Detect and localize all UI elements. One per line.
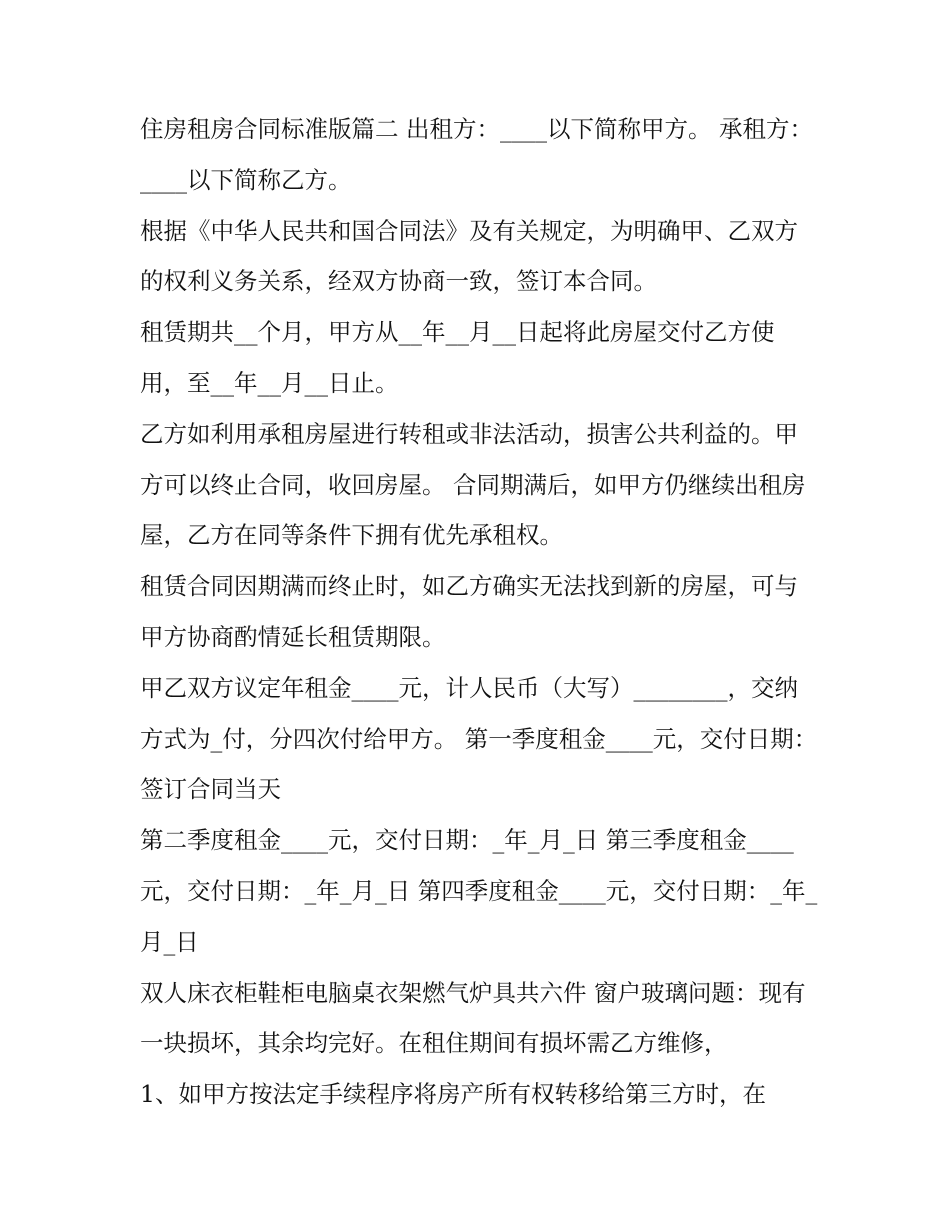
paragraph-lease-extension: 租赁合同因期满而终止时，如乙方确实无法找到新的房屋，可与甲方协商酌情延长租赁期限。 xyxy=(140,572,798,651)
document-body xyxy=(140,104,820,1120)
paragraph-legal-basis: 根据《中华人民共和国合同法》及有关规定，为明确甲、乙双方的权利义务关系，经双方协商一致，签订本合同。 xyxy=(140,216,798,296)
paragraph-furniture-condition: 双人床衣柜鞋柜电脑桌衣架燃气炉具共六件 窗户玻璃问题：现有一块损坏，其余均完好。在租住期间有损坏需乙方维修， xyxy=(140,978,806,1058)
paragraph-annual-rent: 甲乙双方议定年租金____元，计人民币（大写）________，交纳方式为_付，分四次付给甲方。 第一季度租金____元，交付日期：签订合同当天 xyxy=(140,673,818,804)
paragraph-sublease-termination: 乙方如利用承租房屋进行转租或非法活动，损害公共利益的。甲方可以终止合同，收回房屋。 合同期满后，如甲方仍继续出租房屋，乙方在同等条件下拥有优先承租权。 xyxy=(140,419,806,550)
paragraph-parties: 住房租房合同标准版篇二 出租方：____以下简称甲方。 承租方：____以下简称乙方。 xyxy=(140,115,813,194)
paragraph-ownership-transfer: 1、如甲方按法定手续程序将房产所有权转移给第三方时，在 xyxy=(140,1080,766,1109)
paragraph-lease-term: 租赁期共__个月，甲方从__年__月__日起将此房屋交付乙方使用，至__年__月__日止。 xyxy=(140,318,775,397)
paragraph-quarterly-payments: 第二季度租金____元，交付日期：_年_月_日 第三季度租金____元，交付日期：_年_月_日 第四季度租金____元，交付日期：_年_月_日 xyxy=(140,826,818,956)
